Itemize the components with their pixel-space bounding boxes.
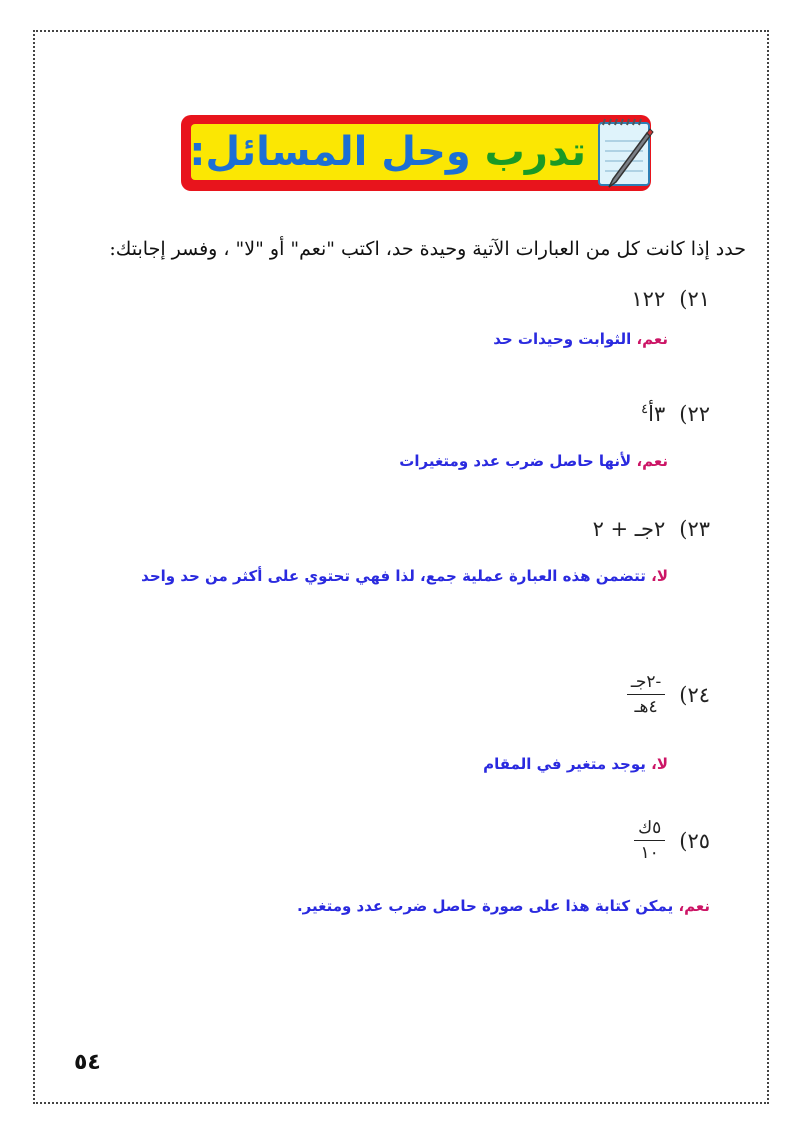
problem-number: ٢٥) [679, 828, 710, 853]
banner-title [191, 123, 586, 181]
answer-lead: لا، [651, 755, 668, 773]
answer-text: يمكن كتابة هذا على صورة حاصل ضرب عدد ومتغير. [296, 897, 679, 915]
page-number: ٥٤ [74, 1050, 101, 1075]
problem-25 [624, 818, 710, 863]
answer-text: الثوابت وحيدات حد [493, 330, 637, 348]
answer-text: تتضمن هذه العبارة عملية جمع، لذا فهي تحتوي على أكثر من حد واحد [141, 567, 652, 585]
problem-23 [593, 517, 710, 541]
fraction [634, 818, 665, 863]
problem-expression: ٢جـ + ٢ [592, 517, 666, 541]
section-banner [181, 113, 661, 193]
problem-number: ٢١) [679, 287, 710, 311]
problem-exponent: ٤ [641, 402, 649, 417]
answer-25 [297, 897, 710, 915]
answer-22 [399, 452, 668, 470]
problem-24 [617, 672, 710, 717]
problem-21 [631, 287, 710, 311]
instruction-text: حدد إذا كانت كل من العبارات الآتية وحيدة حد، اكتب "نعم" أو "لا" ، وفسر إجابتك: [109, 238, 746, 260]
banner-word-solve: وحل المسائل: [189, 129, 471, 175]
fraction [627, 672, 665, 717]
fraction-denominator: ٤هـ [634, 697, 658, 717]
problem-number: ٢٢) [679, 402, 710, 426]
problem-expression: ١٢٢ [631, 287, 666, 311]
problem-expression: ٣أ [648, 402, 666, 426]
answer-lead: لا، [651, 567, 668, 585]
fraction-numerator: ٥ك [634, 818, 665, 841]
fraction-numerator: -٢جـ [627, 672, 665, 695]
answer-text: لأنها حاصل ضرب عدد ومتغيرات [399, 452, 637, 470]
answer-lead: نعم، [678, 897, 710, 915]
banner-word-practice: تدرب [484, 129, 586, 175]
answer-lead: نعم، [636, 330, 668, 348]
answer-text: يوجد متغير في المقام [483, 755, 652, 773]
answer-lead: نعم، [636, 452, 668, 470]
answer-21 [493, 330, 668, 348]
fraction-denominator: ١٠ [640, 843, 659, 863]
problem-number: ٢٤) [679, 682, 710, 707]
problem-number: ٢٣) [679, 517, 710, 541]
problem-22 [641, 402, 710, 426]
answer-23 [108, 556, 668, 596]
notepad-pencil-icon [589, 113, 661, 193]
answer-24 [483, 755, 668, 773]
